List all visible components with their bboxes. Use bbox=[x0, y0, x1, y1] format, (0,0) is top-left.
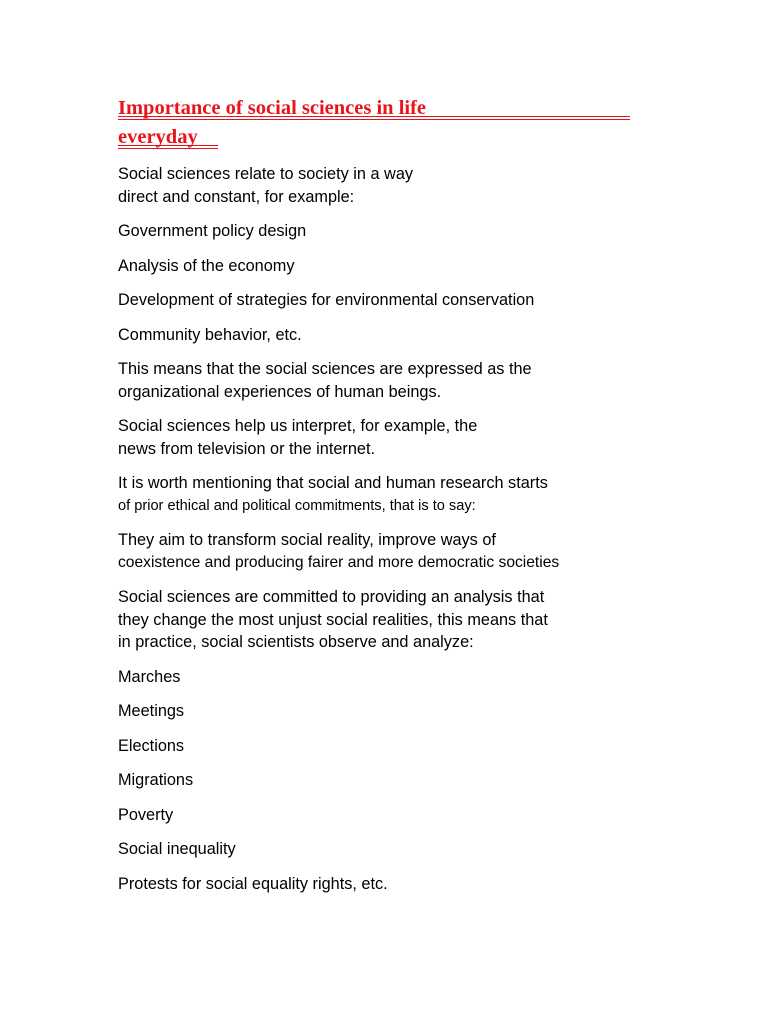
paragraph-line: It is worth mentioning that social and human research starts bbox=[118, 474, 548, 492]
paragraph-line: organizational experiences of human beings. bbox=[118, 382, 442, 401]
title-line-text: Importance of social sciences in life bbox=[118, 97, 427, 119]
paragraph-line: This means that the social sciences are expressed as the bbox=[118, 360, 532, 378]
list-item: Meetings bbox=[118, 702, 185, 720]
document-body bbox=[118, 163, 738, 907]
paragraph-line: Social sciences help us interpret, for example, the bbox=[118, 417, 478, 435]
document-title bbox=[118, 95, 630, 153]
paragraph bbox=[118, 289, 738, 312]
paragraph-line: They aim to transform social reality, improve ways of bbox=[118, 531, 496, 549]
paragraph-line: they change the most unjust social realities, this means that bbox=[118, 610, 548, 629]
title-double-underline bbox=[118, 145, 218, 149]
list-item: Migrations bbox=[118, 771, 194, 789]
list-item: Protests for social equality rights, etc. bbox=[118, 874, 388, 893]
list-item: Poverty bbox=[118, 805, 174, 824]
paragraph bbox=[118, 472, 738, 517]
paragraph-line: coexistence and producing fairer and more democratic societies bbox=[118, 553, 560, 571]
paragraph bbox=[118, 255, 738, 278]
title-double-underline bbox=[118, 116, 630, 120]
paragraph bbox=[118, 163, 738, 208]
paragraph-line: direct and constant, for example: bbox=[118, 187, 355, 206]
title-line bbox=[118, 95, 630, 124]
list-item: Elections bbox=[118, 736, 185, 755]
list-item: Social inequality bbox=[118, 840, 236, 858]
title-line-text: everyday bbox=[118, 126, 198, 148]
paragraph-line: Social sciences relate to society in a way bbox=[118, 165, 414, 183]
paragraph-line: Government policy design bbox=[118, 222, 307, 240]
paragraph bbox=[118, 529, 738, 574]
paragraph bbox=[118, 415, 738, 460]
paragraph bbox=[118, 586, 738, 654]
paragraph bbox=[118, 220, 738, 243]
paragraph-line: Development of strategies for environmental conservation bbox=[118, 291, 535, 309]
paragraph-line: Community behavior, etc. bbox=[118, 325, 302, 344]
paragraph-line: news from television or the internet. bbox=[118, 439, 376, 458]
paragraph-line: Social sciences are committed to providing an analysis that bbox=[118, 588, 545, 606]
paragraph-line: Analysis of the economy bbox=[118, 256, 295, 275]
list-item: Marches bbox=[118, 667, 181, 686]
paragraph-line: of prior ethical and political commitments, that is to say: bbox=[118, 497, 476, 514]
title-line bbox=[118, 124, 630, 153]
paragraph-line: in practice, social scientists observe and analyze: bbox=[118, 633, 474, 651]
paragraph bbox=[118, 324, 738, 347]
paragraph bbox=[118, 358, 738, 403]
